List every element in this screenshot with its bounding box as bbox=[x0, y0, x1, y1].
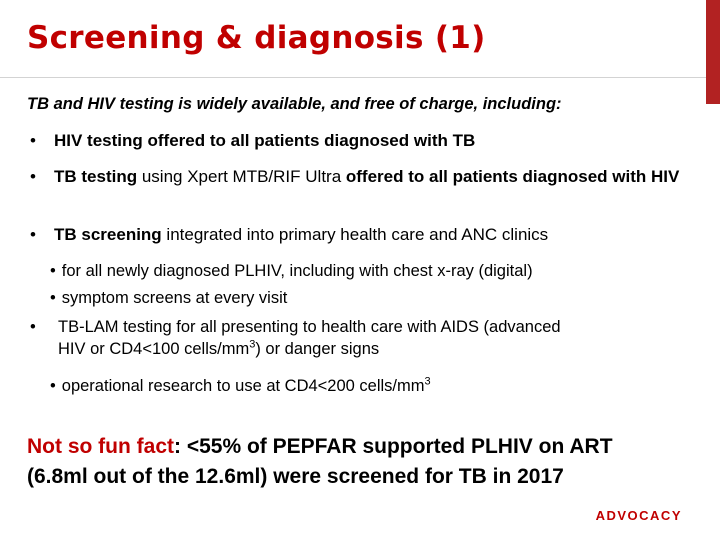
bullet-marker: • bbox=[30, 167, 36, 186]
bullet-rest: using Xpert MTB/RIF Ultra bbox=[137, 167, 346, 186]
sub-bullet-marker: • bbox=[50, 262, 56, 280]
sub-bullet-text: symptom screens at every visit bbox=[61, 289, 288, 307]
sub-bullet-text: operational research to use at CD4<200 cells/mm bbox=[61, 377, 425, 395]
lam-line-2-end: ) or danger signs bbox=[255, 340, 380, 358]
sub-bullet-marker: • bbox=[50, 289, 56, 307]
sub-bullet-text: for all newly diagnosed PLHIV, including with chest x-ray (digital) bbox=[61, 262, 533, 280]
superscript: 3 bbox=[249, 338, 256, 351]
title-divider bbox=[0, 77, 706, 78]
bullet-text: HIV testing offered to all patients diagnosed with TB bbox=[54, 131, 476, 150]
fact-body: <55% of PEPFAR supported PLHIV on ART (6.8ml out of the 12.6ml) were screened for TB in 2017 bbox=[27, 435, 613, 488]
lam-line-2: HIV or CD4<100 cells/mm bbox=[58, 340, 250, 358]
fun-fact bbox=[27, 432, 677, 492]
accent-bar bbox=[706, 0, 720, 104]
bullet-bold: TB screening bbox=[54, 225, 162, 244]
bullet-bold: TB testing bbox=[54, 167, 138, 186]
lam-line-1: TB-LAM testing for all presenting to health care with AIDS (advanced bbox=[58, 318, 561, 336]
sub-bullet-symptom-screens bbox=[50, 287, 287, 309]
bullet-marker: • bbox=[30, 225, 36, 244]
sub-bullet-operational-research bbox=[50, 375, 431, 397]
bullet-text bbox=[54, 166, 694, 188]
bullet-rest: integrated into primary health care and ANC clinics bbox=[161, 225, 549, 244]
sub-bullet-newly-diagnosed bbox=[50, 260, 533, 282]
bullet-text bbox=[58, 316, 698, 360]
footer-advocacy: ADVOCACY bbox=[595, 508, 682, 523]
sub-bullet-marker: • bbox=[50, 377, 56, 395]
bullet-marker: • bbox=[30, 131, 36, 150]
fact-colon: : bbox=[174, 435, 181, 458]
superscript: 3 bbox=[424, 375, 431, 388]
bullet-bold-2: offered to all patients diagnosed with HIV bbox=[345, 167, 680, 186]
fact-label: Not so fun fact bbox=[27, 435, 174, 458]
page-title: Screening & diagnosis (1) bbox=[27, 20, 486, 56]
bullet-marker: • bbox=[30, 318, 36, 336]
intro-text: TB and HIV testing is widely available, and free of charge, including: bbox=[27, 95, 562, 113]
bullet-text bbox=[54, 224, 694, 246]
